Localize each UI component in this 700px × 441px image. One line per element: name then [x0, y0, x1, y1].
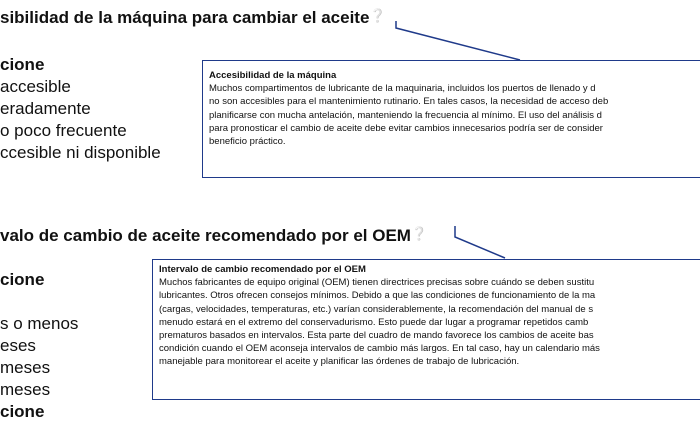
- tooltip-connector-1: [396, 21, 520, 60]
- section2-title: valo de cambio de aceite recomendado por el OEM❔: [0, 226, 428, 245]
- section2-options-header: cione: [0, 270, 45, 289]
- section2-tooltip: [152, 259, 700, 400]
- question-circle-icon[interactable]: ❔: [410, 226, 428, 241]
- section1-tooltip-title: Accesibilidad de la máquina: [209, 70, 337, 81]
- section1-tooltip-body: Muchos compartimentos de lubricante de la maquinaria, incluidos los puertos de llenado y d no son accesibles para el mantenimiento rutinario. En tales casos, la necesidad de acceso deb planificarse con mucha antelación, manteniendo la frecuencia al mínimo. El uso del análisis d para pronosticar el cambio de aceite debe evitar cambios innecesarios podría ser de consider beneficio práctico.: [209, 83, 609, 148]
- section2-option-1[interactable]: s o menos: [0, 314, 79, 333]
- section2-options-footer: cione: [0, 402, 45, 421]
- section2-option-4[interactable]: meses: [0, 380, 51, 399]
- section1-options-header: cione: [0, 55, 45, 74]
- section2-tooltip-body: Muchos fabricantes de equipo original (OEM) tienen directrices precisas sobre cuándo se deben sustitu lubricantes. Otros ofrecen consejos mínimos. Debido a que las condiciones de funcionamiento de la ma (cargas, velocidades, temperaturas, etc.) varían considerablemente, la recomendación del manual de s menudo estará en el extremo del conservadurismo. Esto puede dar lugar a programar repetidos camb prematuros basados en intervalos. Esta parte del cuadro de mando favorece los cambios de aceite bas condición cuando el OEM aconseja intervalos de cambio más largos. En tal caso, hay un calendario más manejable para monitorear el aceite y planificar las órdenes de trabajo de lubricación.: [159, 277, 600, 368]
- section1-option-2[interactable]: eradamente: [0, 99, 91, 118]
- question-circle-icon[interactable]: ❔: [369, 8, 386, 23]
- section1-option-4[interactable]: ccesible ni disponible: [0, 143, 161, 162]
- tooltip-connector-2: [455, 226, 505, 258]
- section1-title: sibilidad de la máquina para cambiar el aceite❔: [0, 8, 386, 27]
- section2-option-3[interactable]: meses: [0, 358, 51, 377]
- section2-tooltip-title: Intervalo de cambio recomendado por el OEM: [159, 264, 366, 275]
- section2-option-2[interactable]: eses: [0, 336, 36, 355]
- section1-option-3[interactable]: o poco frecuente: [0, 121, 127, 140]
- section1-option-1[interactable]: accesible: [0, 77, 71, 96]
- section1-tooltip: [202, 60, 700, 178]
